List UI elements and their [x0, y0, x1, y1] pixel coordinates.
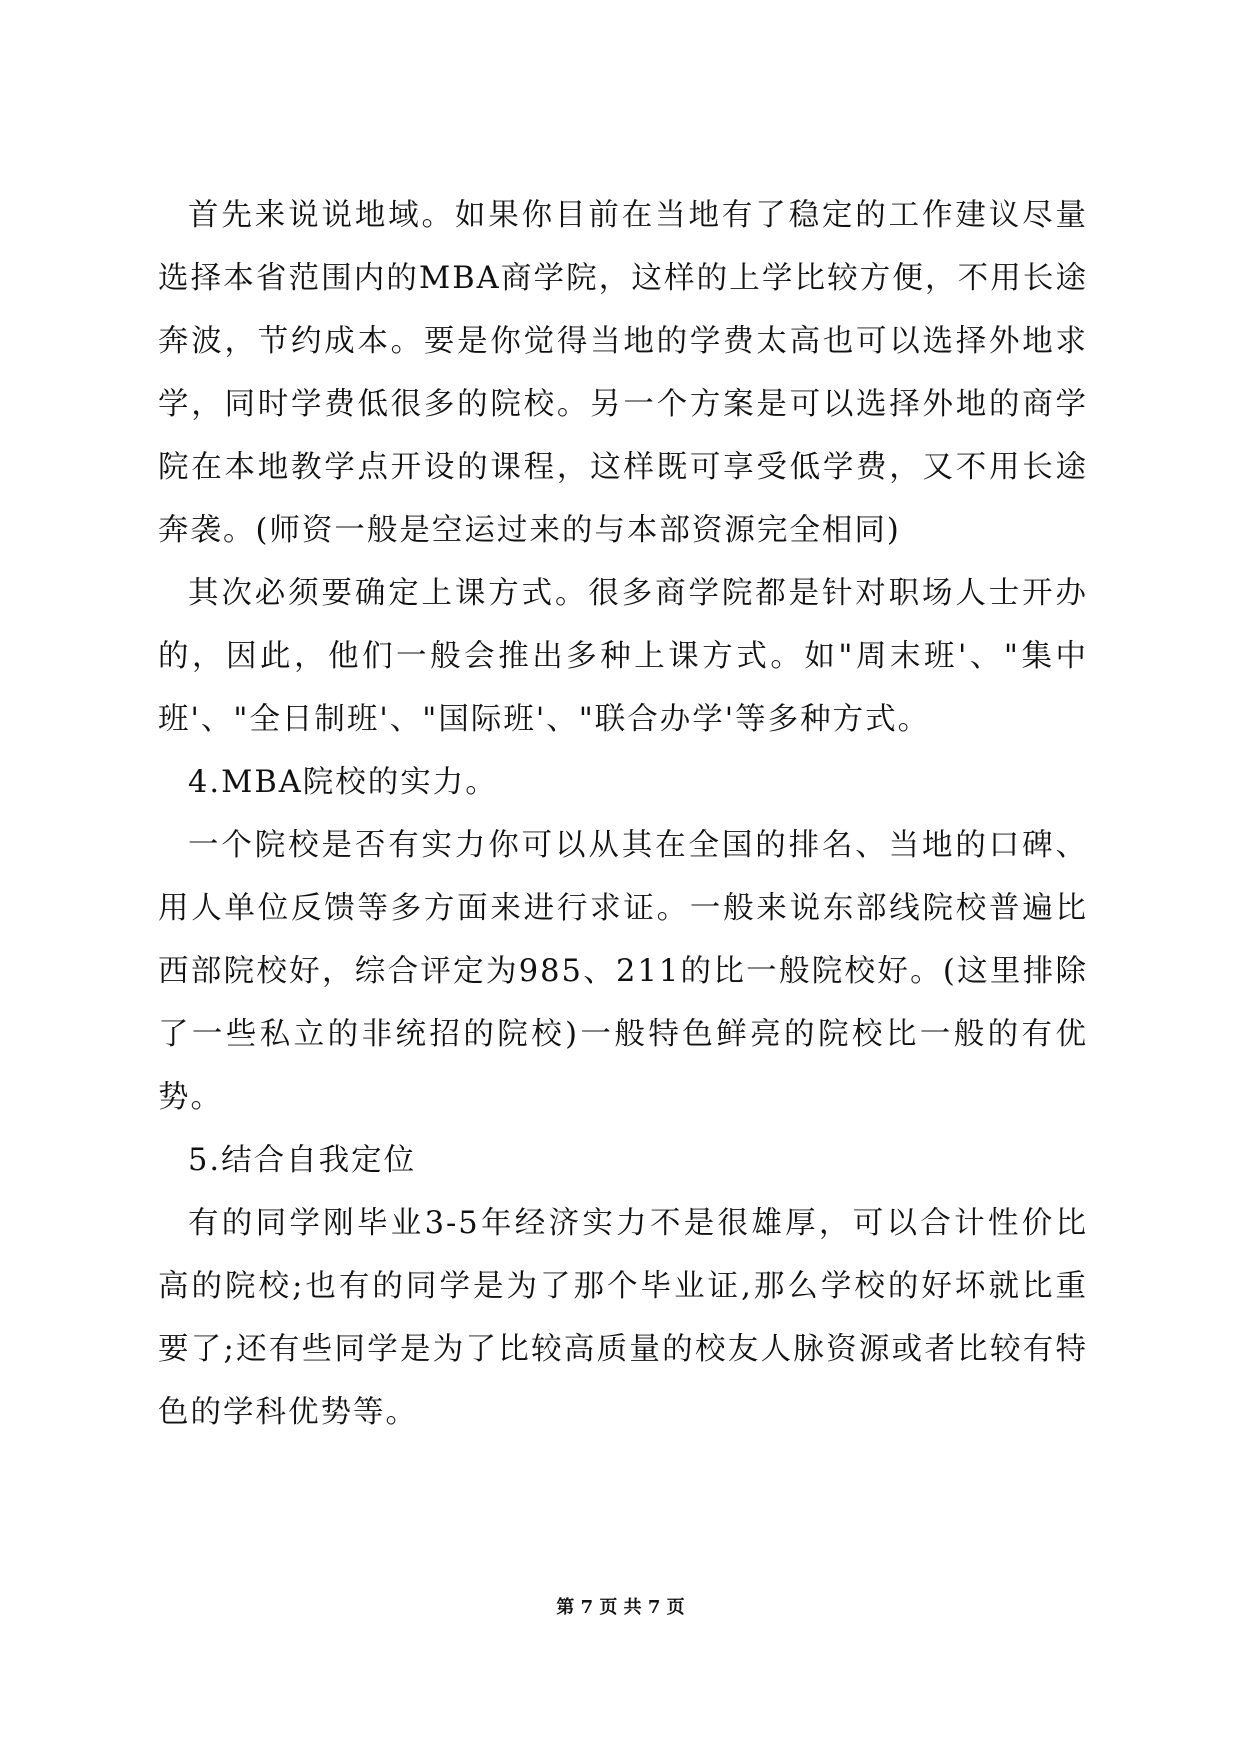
paragraph-school-strength: 一个院校是否有实力你可以从其在全国的排名、当地的口碑、用人单位反馈等多方面来进行求证。一般来说东部线院校普遍比西部院校好，综合评定为985、211的比一般院校好。(这里排除了一些私立的非统招的院校)一般特色鲜亮的院校比一般的有优势。 [158, 828, 1088, 1115]
paragraph-class-mode: 其次必须要确定上课方式。很多商学院都是针对职场人士开办的，因此，他们一般会推出多种上课方式。如"周末班'、"集中班'、"全日制班'、"国际班'、"联合办学'等多种方式。 [158, 576, 1088, 737]
document-body [158, 184, 1088, 1444]
heading-self-positioning: 5.结合自我定位 [188, 1143, 417, 1178]
heading-school-strength: 4.MBA院校的实力。 [188, 765, 498, 800]
paragraph-region: 首先来说说地域。如果你目前在当地有了稳定的工作建议尽量选择本省范围内的MBA商学院，这样的上学比较方便，不用长途奔波，节约成本。要是你觉得当地的学费太高也可以选择外地求学，同时学费低很多的院校。另一个方案是可以选择外地的商学院在本地教学点开设的课程，这样既可享受低学费，又不用长途奔袭。(师资一般是空运过来的与本部资源完全相同) [158, 198, 1088, 548]
page-number-footer: 第 7 页 共 7 页 [556, 1597, 685, 1618]
paragraph-self-positioning: 有的同学刚毕业3-5年经济实力不是很雄厚，可以合计性价比高的院校;也有的同学是为了那个毕业证,那么学校的好坏就比重要了;还有些同学是为了比较高质量的校友人脉资源或者比较有特色的学科优势等。 [158, 1206, 1088, 1430]
